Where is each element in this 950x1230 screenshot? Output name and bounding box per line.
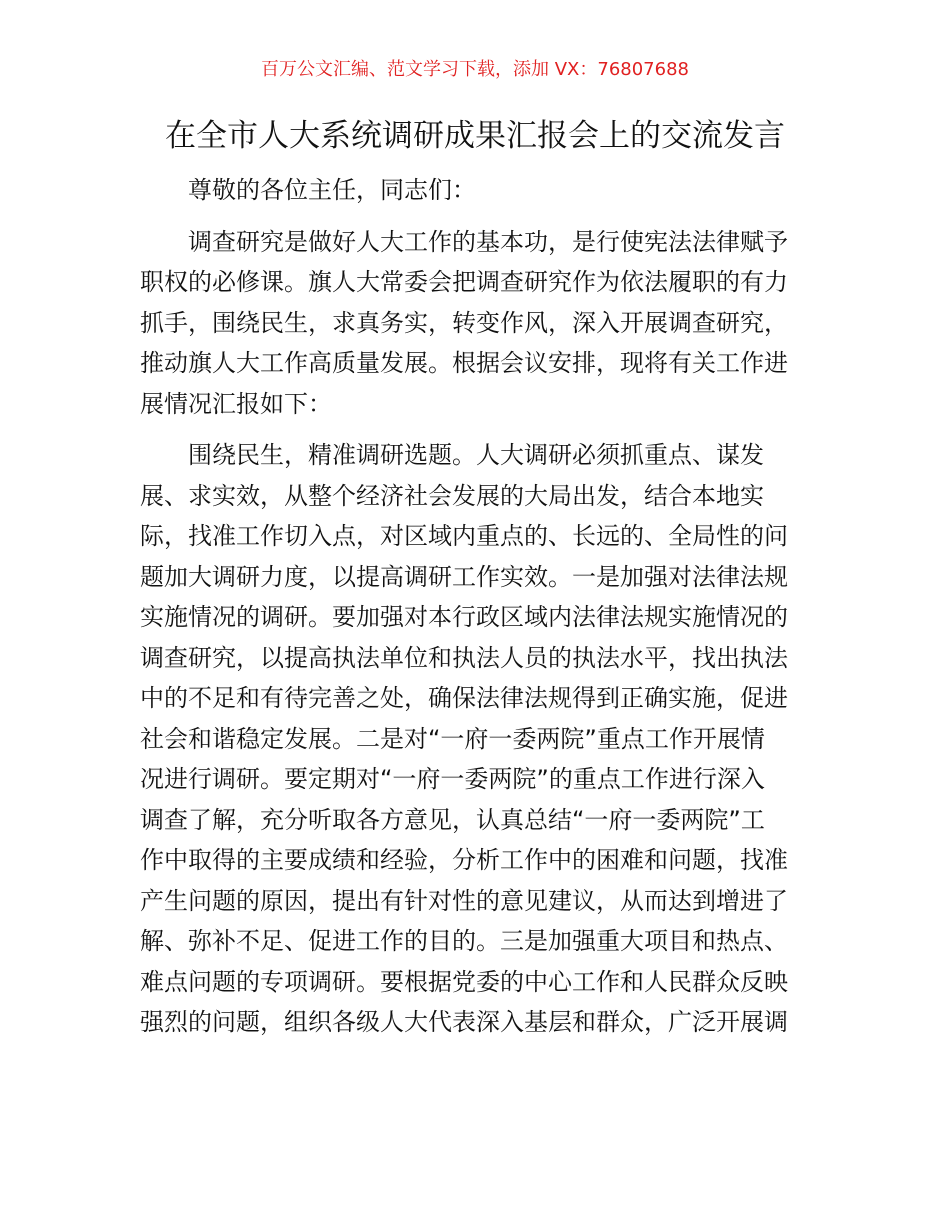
paragraph-line: 调查了解，充分听取各方意见，认真总结“一府一委两院”工 <box>140 805 765 834</box>
paragraph-line: 调查研究是做好人大工作的基本功，是行使宪法法律赋予 <box>188 227 788 256</box>
header-note: 百万公文汇编、范文学习下载，添加 VX：76807688 <box>261 59 689 80</box>
paragraph-line: 强烈的问题，组织各级人大代表深入基层和群众，广泛开展调 <box>140 1008 788 1036</box>
paragraph-line: 产生问题的原因，提出有针对性的意见建议，从而达到增进了 <box>140 886 788 915</box>
paragraph-line: 作中取得的主要成绩和经验，分析工作中的困难和问题，找准 <box>140 846 788 874</box>
paragraph-line: 题加大调研力度，以提高调研工作实效。一是加强对法律法规 <box>140 562 788 591</box>
paragraph-line: 推动旗人大工作高质量发展。根据会议安排，现将有关工作进 <box>140 349 788 377</box>
paragraph-1 <box>140 222 810 425</box>
salutation: 尊敬的各位主任，同志们： <box>188 176 476 204</box>
paragraph-line: 围绕民生，精准调研选题。人大调研必须抓重点、谋发 <box>188 441 764 469</box>
paragraph-line: 展情况汇报如下： <box>140 389 332 418</box>
paragraph-line: 调查研究，以提高执法单位和执法人员的执法水平，找出执法 <box>140 643 788 672</box>
paragraph-line: 况进行调研。要定期对“一府一委两院”的重点工作进行深入 <box>140 765 765 793</box>
paragraph-line: 解、弥补不足、促进工作的目的。三是加强重大项目和热点、 <box>140 927 788 955</box>
page-title: 在全市人大系统调研成果汇报会上的交流发言 <box>165 118 785 154</box>
paragraph-line: 实施情况的调研。要加强对本行政区域内法律法规实施情况的 <box>140 603 788 631</box>
paragraph-line: 际，找准工作切入点，对区域内重点的、长远的、全局性的问 <box>140 522 788 550</box>
paragraph-line: 职权的必修课。旗人大常委会把调查研究作为依法履职的有力 <box>140 268 788 296</box>
paragraph-2 <box>140 435 810 1043</box>
paragraph-line: 难点问题的专项调研。要根据党委的中心工作和人民群众反映 <box>140 967 788 996</box>
document-body <box>140 170 810 1054</box>
paragraph-line: 社会和谐稳定发展。二是对“一府一委两院”重点工作开展情 <box>140 724 765 753</box>
paragraph-line: 抓手，围绕民生，求真务实，转变作风，深入开展调查研究， <box>140 308 788 337</box>
paragraph-line: 展、求实效，从整个经济社会发展的大局出发，结合本地实 <box>140 481 764 510</box>
paragraph-line: 中的不足和有待完善之处，确保法律法规得到正确实施，促进 <box>140 684 788 712</box>
